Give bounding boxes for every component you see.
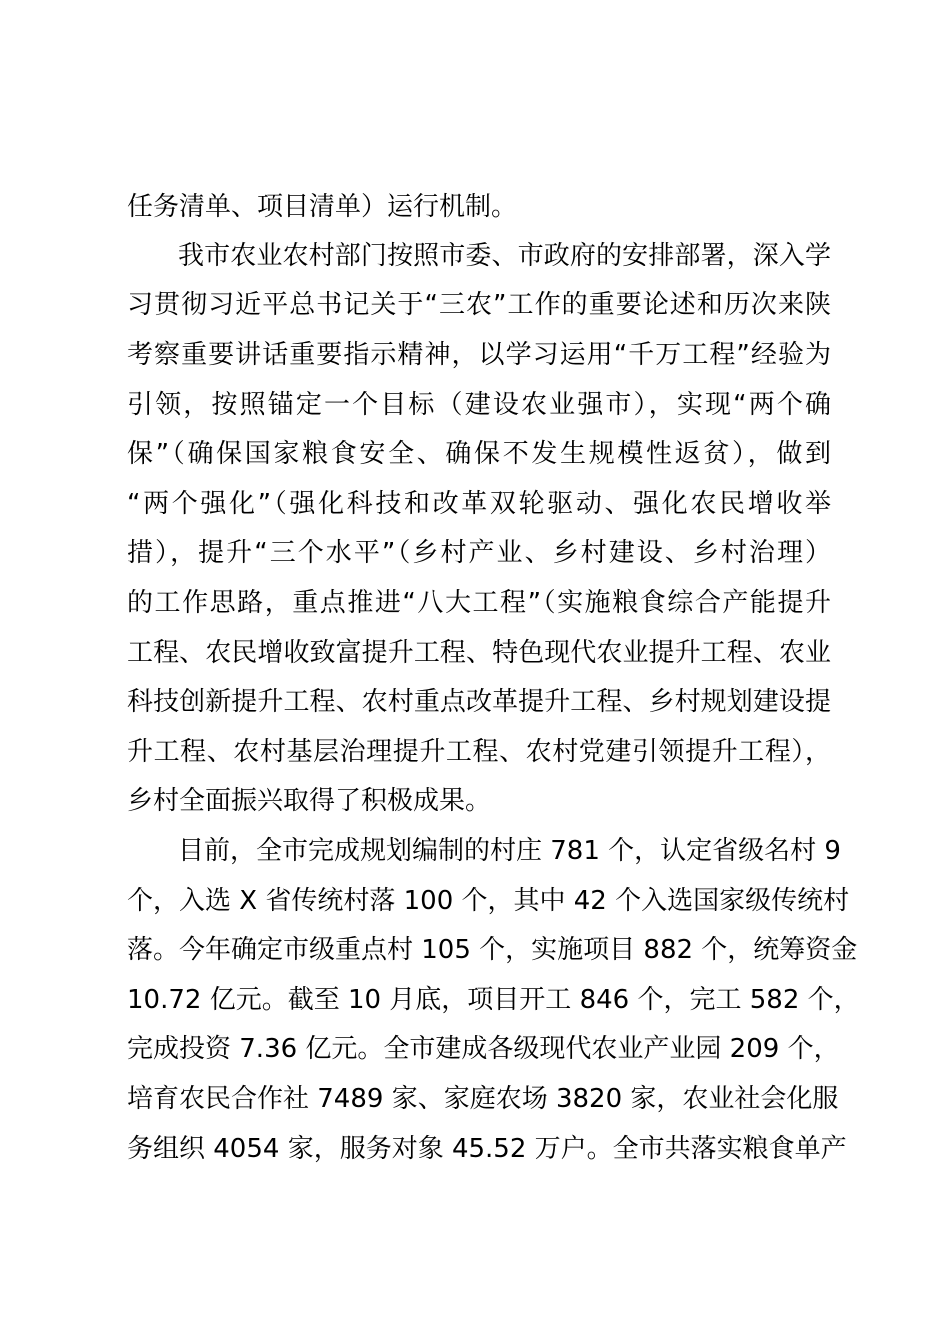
text-line: 习贯彻习近平总书记关于“三农”工作的重要论述和历次来陕 [127,290,831,320]
text-line: 措），提升“三个水平”（乡村产业、乡村建设、乡村治理） [127,538,831,568]
paragraph-first-line: 我市农业农村部门按照市委、市政府的安排部署，深入学 [178,241,831,271]
text-line: 引领，按照锚定一个目标（建设农业强市），实现“两个确 [127,390,831,420]
text-line: 任务清单、项目清单）运行机制。 [127,192,518,222]
text-line: 10.72 亿元。截至 10 月底，项目开工 846 个，完工 582 个， [127,985,860,1015]
text-line: 考察重要讲话重要指示精神，以学习运用“千万工程”经验为 [127,340,831,370]
text-line: 落。今年确定市级重点村 105 个，实施项目 882 个，统筹资金 [127,935,858,965]
text-line: 的工作思路，重点推进“八大工程”（实施粮食综合产能提升 [127,588,831,618]
paragraph-first-line: 目前，全市完成规划编制的村庄 781 个，认定省级名村 9 [178,836,841,866]
text-line: 务组织 4054 家，服务对象 45.52 万户。全市共落实粮食单产 [127,1134,847,1164]
text-line: 完成投资 7.36 亿元。全市建成各级现代农业产业园 209 个， [127,1034,840,1064]
text-line: “两个强化”（强化科技和改革双轮驱动、强化农民增收举 [127,489,831,519]
text-line: 升工程、农村基层治理提升工程、农村党建引领提升工程）， [127,737,831,767]
text-line: 科技创新提升工程、农村重点改革提升工程、乡村规划建设提 [127,687,831,717]
text-line: 个，入选 X 省传统村落 100 个，其中 42 个入选国家级传统村 [127,886,850,916]
text-line: 工程、农民增收致富提升工程、特色现代农业提升工程、农业 [127,638,831,668]
text-line: 乡村全面振兴取得了积极成果。 [127,786,492,816]
text-line: 保”（确保国家粮食安全、确保不发生规模性返贫），做到 [127,439,831,469]
text-line: 培育农民合作社 7489 家、家庭农场 3820 家，农业社会化服 [127,1084,839,1114]
